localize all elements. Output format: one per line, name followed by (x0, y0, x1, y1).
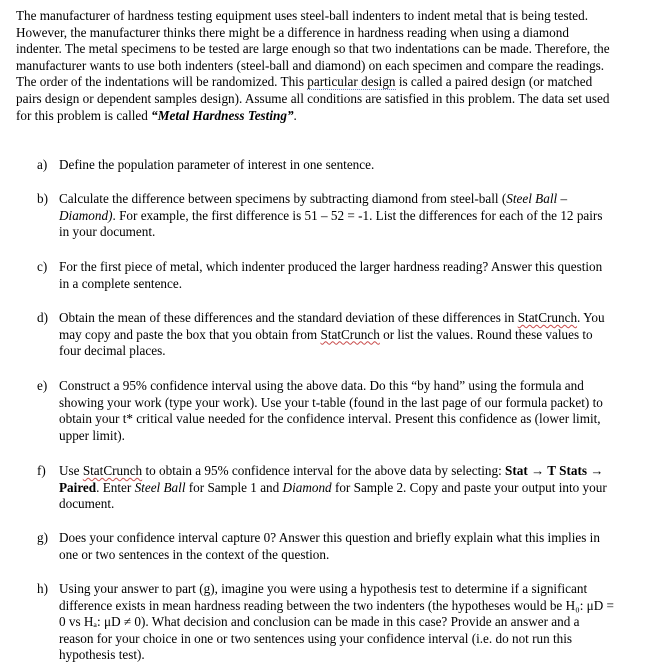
statcrunch-term: StatCrunch (82, 463, 143, 478)
question-g-text: Does your confidence interval capture 0? Answer this question and briefly explain what this implies in one or two sentences in the context of the question. (59, 530, 600, 562)
question-b: b) Calculate the difference between specimens by subtracting diamond from steel-ball (Steel Ball – Diamond). For example, the first difference is 51 – 52 = -1. List the differences for each of the 12 pairs in your document. (37, 191, 603, 240)
question-d-label: d) (37, 310, 48, 325)
dataset-name: “Metal Hardness Testing” (151, 107, 294, 123)
statcrunch-term: StatCrunch (517, 310, 578, 325)
question-f-label: f) (37, 463, 46, 478)
question-g (37, 530, 615, 563)
question-e-text: Construct a 95% confidence interval using the above data. Do this “by hand” using the formula and showing your work (type your work). Use your t-table (found in the last page of our formula packet) to obtain your t* critical value needed for the confidence interval. Present this confidence as (lower limit, upper limit). (59, 378, 603, 443)
question-c (37, 259, 615, 292)
question-h (37, 581, 615, 664)
steel-ball-minus-diamond: Steel Ball – Diamond) (59, 191, 568, 223)
intro-particular-design: particular design (307, 74, 396, 90)
question-a (37, 157, 615, 174)
question-g-label: g) (37, 530, 48, 545)
question-a-label: a) (37, 157, 48, 172)
intro-text-1: The manufacturer of hardness testing equipment uses steel-ball indenters to indent metal that is being tested. However, the manufacturer thinks there might be a difference in hardness reading when using a diamond indenter. The metal specimens to be tested are large enough so that two indentations can be made. Therefore, the manufacturer wants to use both indenters (steel-ball and diamond) on each specimen and compare the readings. The order of the indentations will be randomized. This (16, 8, 610, 90)
statcrunch-term: StatCrunch (320, 326, 380, 342)
question-h-label: h) (37, 581, 48, 596)
question-e-label: e) (37, 378, 48, 393)
question-c-label: c) (37, 259, 48, 274)
intro-paragraph: The manufacturer of hardness testing equipment uses steel-ball indenters to indent metal that is being tested. However, the manufacturer thinks there might be a difference in hardness reading when using a diamond indenter. The metal specimens to be tested are large enough so that two indentations can be made. Therefore, the manufacturer wants to use both indenters (steel-ball and diamond) on each specimen and compare the readings. The order of the indentations will be randomized. This particular design is called a paired design (or matched pairs design or dependent samples design). Assume all conditions are satisfied in this problem. The data set used for this problem is called “Metal Hardness Testing”. (16, 8, 610, 123)
question-f: f) Use StatCrunch to obtain a 95% confidence interval for the above data by selecting: Stat → T Stats → Paired. Enter Steel Ball for Sample 1 and Diamond for Sample 2. Copy and paste your output into your document. (37, 463, 607, 512)
question-h-text: Using your answer to part (g), imagine you were using a hypothesis test to determine if a significant difference exists in mean hardness reading between the two indenters (the hypotheses would be H₀: μD = 0 vs Hₐ: μD ≠ 0). What decision and conclusion can be made in this case? Provide an answer and a reason for your choice in one or two sentences using your confidence interval (i.e. do not run this hypothesis test). (59, 581, 614, 663)
menu-path: Stat → T Stats → Paired (59, 463, 604, 495)
question-b-label: b) (37, 191, 48, 206)
question-d: d) Obtain the mean of these differences and the standard deviation of these differences in StatCrunch. You may copy and paste the box that you obtain from StatCrunch or list the values. Round these values to four decimal places. (37, 310, 605, 359)
intro-text-2: is called a paired design (or matched pairs design or dependent samples design). Assume all conditions are satisfied in this problem. The data set used for this problem is called (16, 74, 610, 123)
question-e (37, 378, 615, 444)
question-c-text: For the first piece of metal, which indenter produced the larger hardness reading? Answer this question in a complete sentence. (59, 259, 603, 291)
question-a-text: Define the population parameter of interest in one sentence. (59, 157, 375, 172)
